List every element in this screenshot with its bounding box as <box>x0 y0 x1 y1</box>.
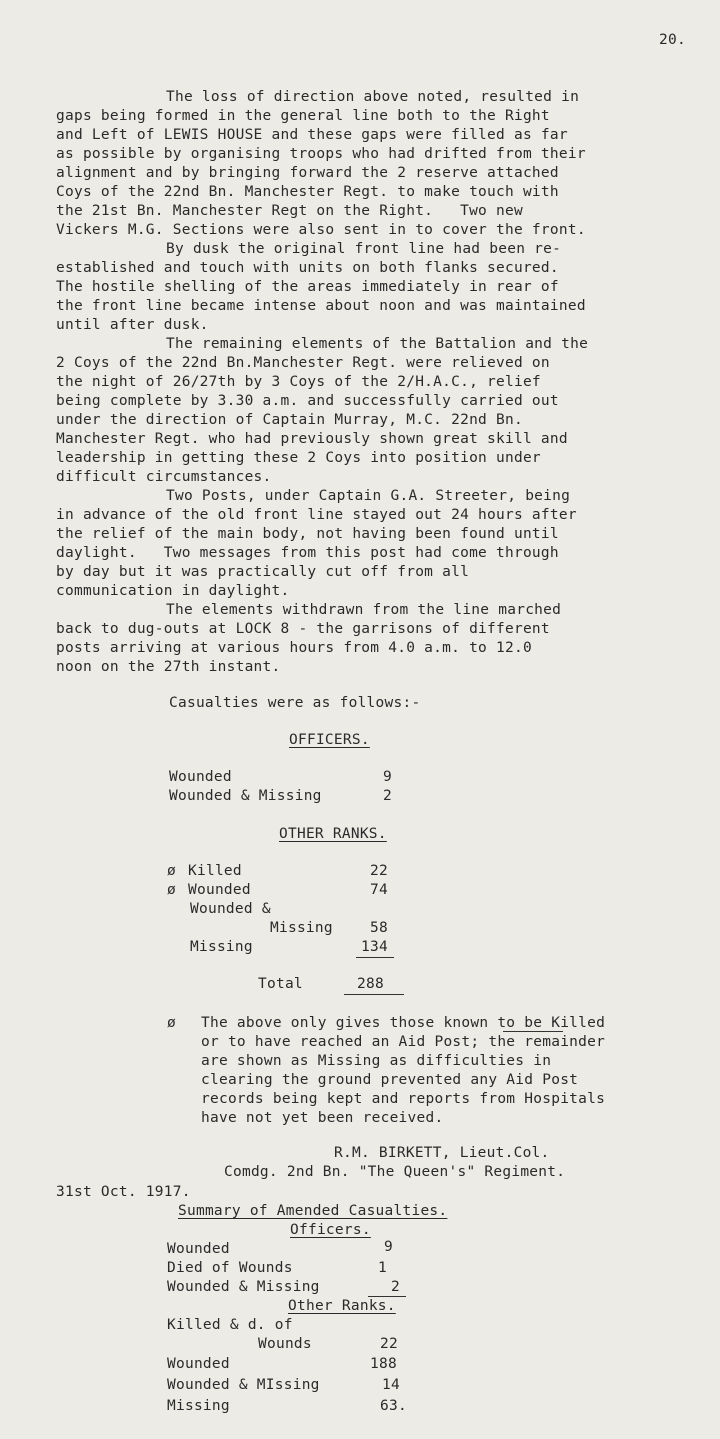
text-line: in advance of the old front line stayed out 24 hours after <box>56 507 577 523</box>
text-line: Manchester Regt. who had previously shown great skill and <box>56 431 568 447</box>
text-line: Two Posts, under Captain G.A. Streeter, being <box>166 488 571 504</box>
rank-value: 74 <box>370 882 388 898</box>
summary-value: 14 <box>382 1377 400 1393</box>
rank-label: Missing <box>190 939 253 955</box>
text-line: alignment and by bringing forward the 2 reserve attached <box>56 165 559 181</box>
officer-label: Wounded <box>169 769 232 785</box>
summary-label: Wounded & MIssing <box>167 1377 320 1393</box>
text-line: gaps being formed in the general line both to the Right <box>56 108 550 124</box>
total-value: 288 <box>357 976 384 992</box>
known-underline <box>503 1031 563 1032</box>
document-date: 31st Oct. 1917. <box>56 1184 191 1200</box>
text-line: posts arriving at various hours from 4.0 a.m. to 12.0 <box>56 640 532 656</box>
total-label: Total <box>258 976 303 992</box>
text-line: 2 Coys of the 22nd Bn.Manchester Regt. were relieved on <box>56 355 550 371</box>
summary-value: 2 <box>391 1279 400 1295</box>
text-line: Coys of the 22nd Bn. Manchester Regt. to make touch with <box>56 184 559 200</box>
footnote-line: are shown as Missing as difficulties in <box>201 1053 552 1069</box>
footnote-line: have not yet been received. <box>201 1110 444 1126</box>
summary-heading: Summary of Amended Casualties. <box>178 1203 448 1219</box>
summary-value: 22 <box>380 1336 398 1352</box>
text-line: Vickers M.G. Sections were also sent in to cover the front. <box>56 222 586 238</box>
summary-other-ranks-heading: Other Ranks. <box>288 1298 396 1314</box>
summary-value: 9 <box>384 1239 393 1255</box>
text-line: The hostile shelling of the areas immediately in rear of <box>56 279 559 295</box>
text-line: the front line became intense about noon and was maintained <box>56 298 586 314</box>
text-line: the 21st Bn. Manchester Regt on the Right. Two new <box>56 203 523 219</box>
summary-value: 63. <box>380 1398 407 1414</box>
summary-value: 1 <box>378 1260 387 1276</box>
text-line: under the direction of Captain Murray, M.C. 22nd Bn. <box>56 412 523 428</box>
text-line: established and touch with units on both flanks secured. <box>56 260 559 276</box>
text-line: By dusk the original front line had been re- <box>166 241 562 257</box>
casualties-intro: Casualties were as follows:- <box>169 695 421 711</box>
summary-officers-heading: Officers. <box>290 1222 371 1238</box>
officers-heading: OFFICERS. <box>289 732 370 748</box>
text-line: until after dusk. <box>56 317 209 333</box>
text-line: the night of 26/27th by 3 Coys of the 2/H.A.C., relief <box>56 374 541 390</box>
footnote-mark: ø <box>167 882 176 898</box>
officer-value: 9 <box>383 769 392 785</box>
summary-value: 188 <box>370 1356 397 1372</box>
summary-label: Wounded <box>167 1241 230 1257</box>
text-line: by day but it was practically cut off from all <box>56 564 470 580</box>
footnote-mark: ø <box>167 1015 176 1031</box>
text-line: the relief of the main body, not having been found until <box>56 526 559 542</box>
summary-label: Missing <box>167 1398 230 1414</box>
signatory-name: R.M. BIRKETT, Lieut.Col. <box>334 1145 550 1161</box>
text-line: leadership in getting these 2 Coys into position under <box>56 450 541 466</box>
rank-label: Killed <box>188 863 242 879</box>
text-line: as possible by organising troops who had drifted from their <box>56 146 586 162</box>
officer-value: 2 <box>383 788 392 804</box>
summary-label: Wounded <box>167 1356 230 1372</box>
text-line: The loss of direction above noted, resulted in <box>166 89 580 105</box>
sum-rule <box>356 957 394 958</box>
other-ranks-heading: OTHER RANKS. <box>279 826 387 842</box>
text-line: daylight. Two messages from this post had come through <box>56 545 559 561</box>
rank-value: 22 <box>370 863 388 879</box>
rank-label: Missing <box>270 920 333 936</box>
rank-value: 134 <box>361 939 388 955</box>
footnote-line: The above only gives those known to be Killed <box>201 1015 606 1031</box>
officer-label: Wounded & Missing <box>169 788 322 804</box>
text-line: difficult circumstances. <box>56 469 272 485</box>
footnote-mark: ø <box>167 863 176 879</box>
summary-label: Died of Wounds <box>167 1260 293 1276</box>
text-line: The remaining elements of the Battalion and the <box>166 336 589 352</box>
text-line: back to dug-outs at LOCK 8 - the garrisons of different <box>56 621 550 637</box>
rank-label: Wounded & <box>190 901 271 917</box>
summary-label: Killed & d. of <box>167 1317 293 1333</box>
text-line: noon on the 27th instant. <box>56 659 281 675</box>
text-line: and Left of LEWIS HOUSE and these gaps were filled as far <box>56 127 568 143</box>
text-line: The elements withdrawn from the line marched <box>166 602 562 618</box>
summary-label: Wounds <box>258 1336 312 1352</box>
signatory-title: Comdg. 2nd Bn. "The Queen's" Regiment. <box>224 1164 566 1180</box>
total-rule <box>344 994 404 995</box>
footnote-line: or to have reached an Aid Post; the remainder <box>201 1034 606 1050</box>
footnote-line: clearing the ground prevented any Aid Post <box>201 1072 579 1088</box>
footnote-line: records being kept and reports from Hospitals <box>201 1091 606 1107</box>
page-number: 20. <box>659 32 686 48</box>
summary-label: Wounded & Missing <box>167 1279 320 1295</box>
text-line: being complete by 3.30 a.m. and successfully carried out <box>56 393 559 409</box>
rank-label: Wounded <box>188 882 251 898</box>
rank-value: 58 <box>370 920 388 936</box>
text-line: communication in daylight. <box>56 583 290 599</box>
